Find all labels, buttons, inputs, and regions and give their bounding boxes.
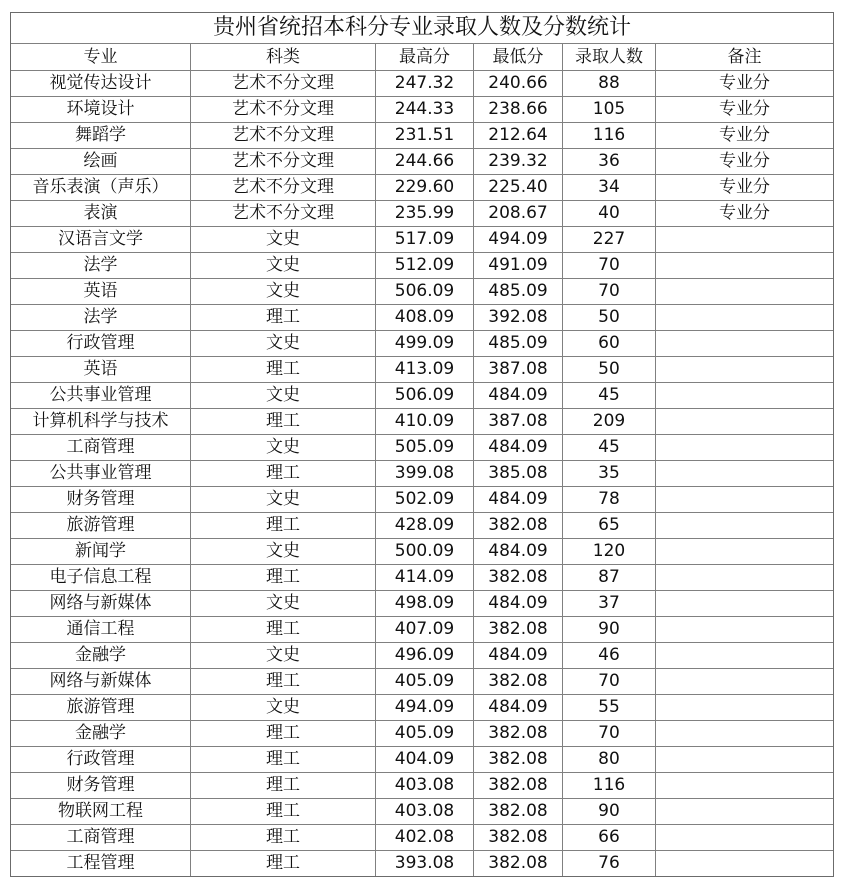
- cell-lowest: 484.09: [474, 643, 563, 669]
- cell-major: 英语: [11, 357, 191, 383]
- cell-count: 65: [563, 513, 656, 539]
- cell-category: 理工: [191, 461, 376, 487]
- cell-highest: 229.60: [376, 175, 474, 201]
- cell-major: 旅游管理: [11, 513, 191, 539]
- cell-highest: 244.66: [376, 149, 474, 175]
- cell-lowest: 494.09: [474, 227, 563, 253]
- cell-category: 理工: [191, 617, 376, 643]
- cell-category: 理工: [191, 409, 376, 435]
- cell-major: 通信工程: [11, 617, 191, 643]
- column-header-count: 录取人数: [563, 44, 656, 71]
- table-row: [11, 305, 834, 331]
- table-row: [11, 643, 834, 669]
- cell-lowest: 387.08: [474, 357, 563, 383]
- table-row: [11, 175, 834, 201]
- cell-highest: 405.09: [376, 669, 474, 695]
- cell-note: [656, 487, 834, 513]
- cell-note: [656, 669, 834, 695]
- cell-highest: 231.51: [376, 123, 474, 149]
- cell-count: 40: [563, 201, 656, 227]
- cell-highest: 403.08: [376, 799, 474, 825]
- cell-major: 网络与新媒体: [11, 669, 191, 695]
- cell-note: [656, 435, 834, 461]
- cell-highest: 414.09: [376, 565, 474, 591]
- cell-major: 视觉传达设计: [11, 71, 191, 97]
- cell-category: 艺术不分文理: [191, 175, 376, 201]
- table-row: [11, 799, 834, 825]
- cell-lowest: 484.09: [474, 695, 563, 721]
- cell-lowest: 382.08: [474, 799, 563, 825]
- cell-highest: 235.99: [376, 201, 474, 227]
- cell-highest: 408.09: [376, 305, 474, 331]
- cell-highest: 247.32: [376, 71, 474, 97]
- cell-lowest: 387.08: [474, 409, 563, 435]
- cell-note: [656, 851, 834, 877]
- column-header-major: 专业: [11, 44, 191, 71]
- cell-major: 工商管理: [11, 825, 191, 851]
- cell-count: 70: [563, 253, 656, 279]
- cell-highest: 502.09: [376, 487, 474, 513]
- cell-highest: 517.09: [376, 227, 474, 253]
- cell-major: 财务管理: [11, 773, 191, 799]
- cell-note: [656, 721, 834, 747]
- column-header-category: 科类: [191, 44, 376, 71]
- cell-note: [656, 227, 834, 253]
- cell-category: 文史: [191, 643, 376, 669]
- cell-lowest: 484.09: [474, 591, 563, 617]
- cell-highest: 494.09: [376, 695, 474, 721]
- cell-major: 汉语言文学: [11, 227, 191, 253]
- cell-note: [656, 565, 834, 591]
- cell-count: 50: [563, 357, 656, 383]
- table-row: [11, 253, 834, 279]
- cell-category: 文史: [191, 227, 376, 253]
- cell-note: [656, 331, 834, 357]
- table-row: [11, 825, 834, 851]
- cell-major: 公共事业管理: [11, 383, 191, 409]
- cell-category: 理工: [191, 825, 376, 851]
- cell-lowest: 485.09: [474, 331, 563, 357]
- column-header-note: 备注: [656, 44, 834, 71]
- table-row: [11, 331, 834, 357]
- cell-note: [656, 539, 834, 565]
- cell-lowest: 238.66: [474, 97, 563, 123]
- cell-major: 计算机科学与技术: [11, 409, 191, 435]
- cell-lowest: 240.66: [474, 71, 563, 97]
- cell-lowest: 385.08: [474, 461, 563, 487]
- cell-category: 文史: [191, 279, 376, 305]
- cell-count: 45: [563, 435, 656, 461]
- cell-category: 文史: [191, 539, 376, 565]
- cell-note: [656, 747, 834, 773]
- table-row: [11, 721, 834, 747]
- cell-count: 60: [563, 331, 656, 357]
- cell-category: 艺术不分文理: [191, 97, 376, 123]
- cell-count: 45: [563, 383, 656, 409]
- cell-major: 物联网工程: [11, 799, 191, 825]
- table-row: [11, 357, 834, 383]
- cell-note: [656, 513, 834, 539]
- cell-category: 文史: [191, 695, 376, 721]
- table-row: [11, 149, 834, 175]
- cell-note: [656, 591, 834, 617]
- cell-note: [656, 305, 834, 331]
- cell-note: [656, 799, 834, 825]
- header-row: [11, 44, 834, 71]
- cell-note: [656, 357, 834, 383]
- cell-highest: 402.08: [376, 825, 474, 851]
- cell-count: 50: [563, 305, 656, 331]
- cell-category: 理工: [191, 851, 376, 877]
- cell-category: 文史: [191, 383, 376, 409]
- cell-lowest: 382.08: [474, 565, 563, 591]
- table-row: [11, 591, 834, 617]
- cell-lowest: 484.09: [474, 435, 563, 461]
- cell-highest: 410.09: [376, 409, 474, 435]
- cell-lowest: 212.64: [474, 123, 563, 149]
- table-row: [11, 201, 834, 227]
- cell-major: 网络与新媒体: [11, 591, 191, 617]
- table-row: [11, 409, 834, 435]
- cell-count: 66: [563, 825, 656, 851]
- table-row: [11, 71, 834, 97]
- cell-highest: 499.09: [376, 331, 474, 357]
- table-row: [11, 851, 834, 877]
- cell-category: 理工: [191, 669, 376, 695]
- cell-major: 音乐表演（声乐）: [11, 175, 191, 201]
- cell-count: 70: [563, 669, 656, 695]
- cell-highest: 403.08: [376, 773, 474, 799]
- cell-highest: 244.33: [376, 97, 474, 123]
- cell-major: 环境设计: [11, 97, 191, 123]
- cell-highest: 399.08: [376, 461, 474, 487]
- cell-count: 70: [563, 279, 656, 305]
- table-row: [11, 747, 834, 773]
- cell-lowest: 484.09: [474, 383, 563, 409]
- cell-note: [656, 773, 834, 799]
- cell-lowest: 225.40: [474, 175, 563, 201]
- cell-highest: 512.09: [376, 253, 474, 279]
- cell-count: 87: [563, 565, 656, 591]
- cell-note: 专业分: [656, 123, 834, 149]
- cell-count: 90: [563, 617, 656, 643]
- table-row: [11, 617, 834, 643]
- cell-lowest: 382.08: [474, 773, 563, 799]
- cell-category: 艺术不分文理: [191, 71, 376, 97]
- cell-count: 76: [563, 851, 656, 877]
- cell-lowest: 392.08: [474, 305, 563, 331]
- cell-major: 英语: [11, 279, 191, 305]
- table-row: [11, 487, 834, 513]
- table-row: [11, 539, 834, 565]
- cell-count: 80: [563, 747, 656, 773]
- cell-note: [656, 409, 834, 435]
- cell-note: [656, 279, 834, 305]
- column-header-highest: 最高分: [376, 44, 474, 71]
- cell-lowest: 484.09: [474, 487, 563, 513]
- table-row: [11, 513, 834, 539]
- cell-major: 行政管理: [11, 331, 191, 357]
- cell-lowest: 491.09: [474, 253, 563, 279]
- cell-note: [656, 825, 834, 851]
- cell-lowest: 485.09: [474, 279, 563, 305]
- cell-count: 36: [563, 149, 656, 175]
- cell-count: 90: [563, 799, 656, 825]
- cell-major: 公共事业管理: [11, 461, 191, 487]
- cell-major: 工程管理: [11, 851, 191, 877]
- cell-category: 艺术不分文理: [191, 201, 376, 227]
- cell-note: [656, 695, 834, 721]
- cell-count: 120: [563, 539, 656, 565]
- cell-highest: 506.09: [376, 279, 474, 305]
- cell-count: 34: [563, 175, 656, 201]
- cell-major: 工商管理: [11, 435, 191, 461]
- cell-major: 新闻学: [11, 539, 191, 565]
- table-row: [11, 669, 834, 695]
- cell-count: 37: [563, 591, 656, 617]
- cell-category: 理工: [191, 799, 376, 825]
- cell-lowest: 382.08: [474, 851, 563, 877]
- cell-lowest: 382.08: [474, 617, 563, 643]
- cell-major: 旅游管理: [11, 695, 191, 721]
- table-row: [11, 123, 834, 149]
- cell-major: 法学: [11, 305, 191, 331]
- cell-note: 专业分: [656, 97, 834, 123]
- cell-lowest: 208.67: [474, 201, 563, 227]
- cell-note: [656, 617, 834, 643]
- table-row: [11, 435, 834, 461]
- cell-highest: 413.09: [376, 357, 474, 383]
- cell-count: 116: [563, 123, 656, 149]
- cell-count: 35: [563, 461, 656, 487]
- admission-score-table: [10, 12, 834, 877]
- cell-count: 209: [563, 409, 656, 435]
- cell-note: 专业分: [656, 175, 834, 201]
- table-row: [11, 227, 834, 253]
- table-row: [11, 565, 834, 591]
- cell-category: 艺术不分文理: [191, 123, 376, 149]
- cell-highest: 428.09: [376, 513, 474, 539]
- table-row: [11, 461, 834, 487]
- column-header-lowest: 最低分: [474, 44, 563, 71]
- cell-note: 专业分: [656, 201, 834, 227]
- table-row: [11, 695, 834, 721]
- cell-major: 法学: [11, 253, 191, 279]
- cell-lowest: 382.08: [474, 513, 563, 539]
- cell-highest: 404.09: [376, 747, 474, 773]
- cell-major: 财务管理: [11, 487, 191, 513]
- cell-category: 文史: [191, 487, 376, 513]
- cell-count: 46: [563, 643, 656, 669]
- cell-category: 文史: [191, 331, 376, 357]
- cell-highest: 393.08: [376, 851, 474, 877]
- cell-lowest: 382.08: [474, 747, 563, 773]
- cell-note: 专业分: [656, 149, 834, 175]
- cell-count: 78: [563, 487, 656, 513]
- table-row: [11, 383, 834, 409]
- cell-category: 文史: [191, 591, 376, 617]
- cell-lowest: 484.09: [474, 539, 563, 565]
- cell-highest: 500.09: [376, 539, 474, 565]
- cell-major: 舞蹈学: [11, 123, 191, 149]
- cell-major: 金融学: [11, 721, 191, 747]
- cell-note: [656, 383, 834, 409]
- cell-category: 文史: [191, 253, 376, 279]
- cell-category: 理工: [191, 773, 376, 799]
- cell-highest: 506.09: [376, 383, 474, 409]
- cell-note: [656, 461, 834, 487]
- cell-count: 70: [563, 721, 656, 747]
- title-row: [11, 13, 834, 44]
- table-title: 贵州省统招本科分专业录取人数及分数统计: [11, 13, 834, 44]
- cell-category: 理工: [191, 721, 376, 747]
- cell-count: 227: [563, 227, 656, 253]
- cell-major: 绘画: [11, 149, 191, 175]
- table-row: [11, 279, 834, 305]
- cell-count: 105: [563, 97, 656, 123]
- cell-highest: 407.09: [376, 617, 474, 643]
- cell-lowest: 382.08: [474, 721, 563, 747]
- cell-highest: 405.09: [376, 721, 474, 747]
- cell-note: [656, 253, 834, 279]
- table-row: [11, 97, 834, 123]
- cell-note: 专业分: [656, 71, 834, 97]
- cell-category: 理工: [191, 357, 376, 383]
- table-row: [11, 773, 834, 799]
- cell-lowest: 382.08: [474, 825, 563, 851]
- cell-count: 55: [563, 695, 656, 721]
- cell-highest: 496.09: [376, 643, 474, 669]
- cell-category: 理工: [191, 513, 376, 539]
- cell-major: 表演: [11, 201, 191, 227]
- cell-major: 行政管理: [11, 747, 191, 773]
- cell-major: 金融学: [11, 643, 191, 669]
- cell-count: 88: [563, 71, 656, 97]
- cell-note: [656, 643, 834, 669]
- cell-category: 文史: [191, 435, 376, 461]
- cell-category: 理工: [191, 305, 376, 331]
- cell-count: 116: [563, 773, 656, 799]
- cell-highest: 498.09: [376, 591, 474, 617]
- cell-lowest: 382.08: [474, 669, 563, 695]
- cell-category: 艺术不分文理: [191, 149, 376, 175]
- cell-lowest: 239.32: [474, 149, 563, 175]
- cell-highest: 505.09: [376, 435, 474, 461]
- table-body: [11, 13, 834, 877]
- cell-category: 理工: [191, 747, 376, 773]
- cell-category: 理工: [191, 565, 376, 591]
- cell-major: 电子信息工程: [11, 565, 191, 591]
